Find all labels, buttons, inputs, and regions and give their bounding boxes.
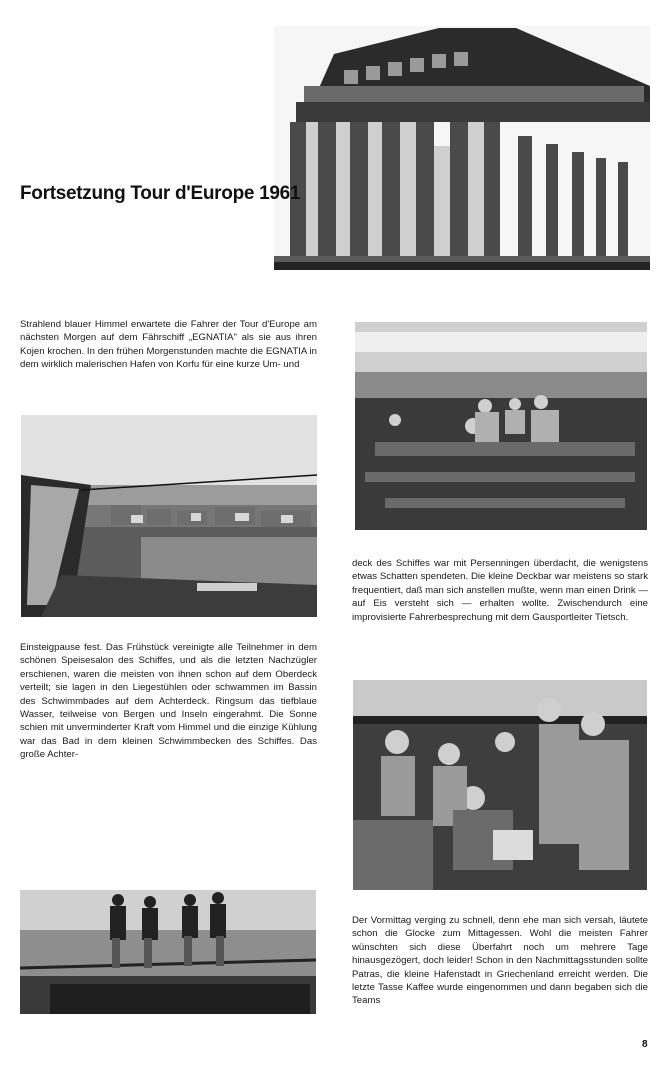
paragraph-intro: Strahlend blauer Himmel erwartete die Fahrer der Tour d'Europe am nächsten Morgen auf dem Fährschiff „EGNATIA" als sie aus ihren Kojen krochen. In den frühen Morgenstunden machte die EGNATIA in dem wirklich malerischen Hafen von Korfu für eine kurze Um- und	[20, 319, 317, 371]
page-number: 8	[642, 1039, 648, 1050]
paragraph-deck: deck des Schiffes war mit Persenningen überdacht, die wenigstens etwas Schatten spendeten. Die kleine Deckbar war meistens so stark frequentiert, daß man sich anstellen mußte, wenn man einen Drink — auf Eis versteht sich — erhalten wollte. Zwischendurch eine improvisierte Fahrerbesprechung mit dem Gausportleiter Tietsch.	[352, 558, 648, 623]
page-title: Fortsetzung Tour d'Europe 1961	[20, 183, 301, 204]
paragraph-afternoon: Der Vormittag verging zu schnell, denn ehe man sich versah, läutete schon die Glocke zum Mittagessen. Wohl die meisten Fahrer wünschten sich diese Überfahrt noch um mehrere Tage hinausgezögert, doch leider! Schon in den Nachmittagsstunden sollte Patras, die kleine Hafenstadt in Griechenland erreicht werden. Die letzte Tasse Kaffee wurde eingenommen und dann begaben sich die Teams	[352, 915, 648, 1007]
deck-bar-crowd-photo	[353, 680, 647, 890]
harbor-photo	[21, 415, 317, 617]
paragraph-breakfast: Einsteigpause fest. Das Frühstück vereinigte alle Teilnehmer in dem schönen Speisesalon des Schiffes, und als die letzten Nachzügler erschienen, waren die meisten von ihnen schon auf dem Oberdeck verteilt; sie lagen in den Liegestühlen oder schwammen im Bassin des Schwimmbades auf dem Achterdeck. Ringsum das tiefblaue Wasser, teilweise von Bergen und Inseln eingerahmt. Die Sonne schien mit unverminderter Kraft vom Himmel und die einzige Kühlung war das Bad in dem kleinen Schwimmbecken des Schiffes. Das große Achter-	[20, 642, 317, 761]
parthenon-photo	[274, 26, 650, 270]
pool-photo	[355, 322, 647, 530]
swimmers-on-deck-photo	[20, 890, 316, 1014]
